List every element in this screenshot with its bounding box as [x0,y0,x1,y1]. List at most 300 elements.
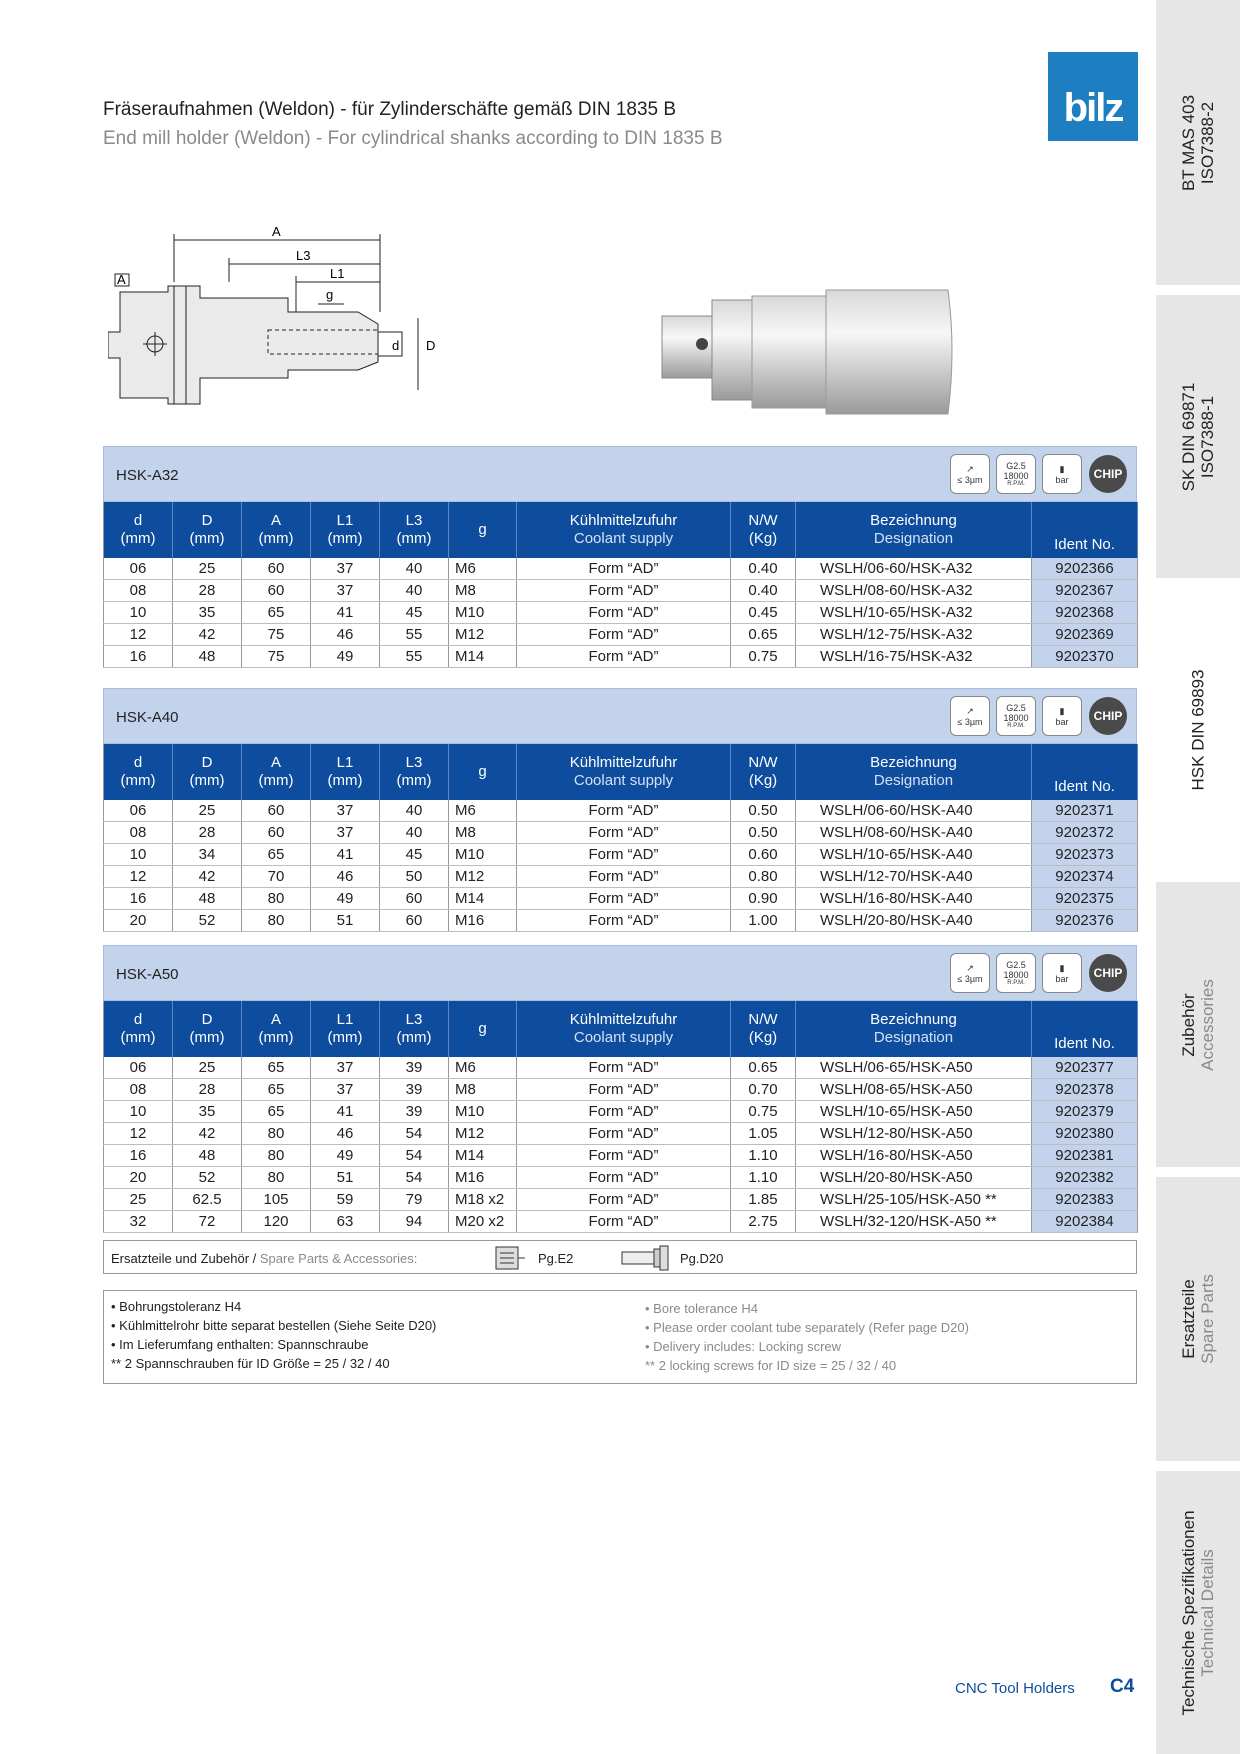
cell-coolant: Form “AD” [517,602,731,624]
col-d: d (mm) [104,502,173,558]
cell-D: 42 [173,624,242,646]
tab-label: SK DIN 69871 [1179,382,1198,491]
table-row [104,1057,1138,1079]
cell-coolant: Form “AD” [517,800,731,822]
col-D: D (mm) [173,502,242,558]
cell-d: 16 [104,646,173,668]
cell-weight: 0.45 [731,602,796,624]
tab-label: Zubehör [1179,992,1198,1057]
cell-D: 72 [173,1211,242,1233]
dim-L3: L3 [296,248,311,263]
cell-A: 75 [242,624,311,646]
table-row [104,1211,1138,1233]
cell-weight: 0.90 [731,888,796,910]
coolant-pressure-icon: ▮ bar [1042,696,1082,736]
cell-d: 16 [104,888,173,910]
cell-ident: 9202373 [1032,844,1138,866]
tab-sublabel: ISO7388-1 [1198,395,1217,478]
cell-d: 06 [104,1057,173,1079]
cell-L3: 39 [380,1057,449,1079]
cell-A: 60 [242,822,311,844]
sidebar-tab-technical[interactable] [1156,1471,1240,1754]
cell-weight: 0.80 [731,866,796,888]
cell-D: 42 [173,866,242,888]
cell-D: 52 [173,1167,242,1189]
cell-ident: 9202368 [1032,602,1138,624]
spare-label-de: Ersatzteile und Zubehör / [111,1251,260,1266]
cell-A: 80 [242,1145,311,1167]
notes-german [111,1297,436,1373]
cell-designation: WSLH/10-65/HSK-A32 [796,602,1032,624]
dim-d: d [392,338,400,353]
cell-designation: WSLH/06-60/HSK-A40 [796,800,1032,822]
col-D: D (mm) [173,744,242,800]
col-coolant: Kühlmittelzufuhr Coolant supply [517,1001,731,1057]
cell-designation: WSLH/16-75/HSK-A32 [796,646,1032,668]
cell-coolant: Form “AD” [517,1211,731,1233]
cell-weight: 1.05 [731,1123,796,1145]
cell-g: M8 [449,580,517,602]
tab-sublabel: Accessories [1198,978,1217,1071]
table-row [104,1167,1138,1189]
tab-label: HSK DIN 69893 [1188,669,1208,791]
cell-A: 80 [242,888,311,910]
table-row [104,1189,1138,1211]
product-table [103,744,1138,932]
cell-A: 65 [242,1101,311,1123]
sidebar-tab-sk-din[interactable] [1156,295,1240,578]
cell-D: 25 [173,1057,242,1079]
cell-designation: WSLH/16-80/HSK-A40 [796,888,1032,910]
cell-g: M16 [449,910,517,932]
cell-ident: 9202377 [1032,1057,1138,1079]
cell-L1: 37 [311,800,380,822]
feature-icons [950,696,1128,736]
table-row [104,1123,1138,1145]
table-row [104,822,1138,844]
cell-g: M12 [449,866,517,888]
cell-coolant: Form “AD” [517,1167,731,1189]
cell-L3: 40 [380,800,449,822]
cell-designation: WSLH/12-70/HSK-A40 [796,866,1032,888]
cell-A: 80 [242,910,311,932]
table-row [104,646,1138,668]
cell-designation: WSLH/20-80/HSK-A40 [796,910,1032,932]
table-block-hsk-a50 [103,945,1137,1233]
cell-coolant: Form “AD” [517,1145,731,1167]
col-L3: L3 (mm) [380,502,449,558]
cell-g: M10 [449,844,517,866]
page-number: C4 [1110,1676,1135,1697]
cell-L1: 59 [311,1189,380,1211]
table-row [104,910,1138,932]
datum-A: A [117,272,126,287]
cell-g: M18 x2 [449,1189,517,1211]
cell-L3: 55 [380,624,449,646]
spare-ref-tube[interactable]: Pg.D20 [680,1251,724,1266]
table-row [104,866,1138,888]
col-ident: Ident No. [1032,744,1138,800]
cell-weight: 0.65 [731,624,796,646]
cell-coolant: Form “AD” [517,558,731,580]
cell-A: 65 [242,1079,311,1101]
technical-drawing [108,222,448,422]
table-row [104,1101,1138,1123]
note-line: • Delivery includes: Locking screw [645,1339,842,1354]
cell-coolant: Form “AD” [517,624,731,646]
cell-D: 28 [173,1079,242,1101]
cell-D: 48 [173,646,242,668]
cell-weight: 0.75 [731,1101,796,1123]
col-designation: Bezeichnung Designation [796,502,1032,558]
col-L3: L3 (mm) [380,1001,449,1057]
cell-coolant: Form “AD” [517,1079,731,1101]
cell-weight: 0.75 [731,646,796,668]
sidebar-tab-accessories[interactable] [1156,882,1240,1167]
table-row [104,888,1138,910]
cell-g: M14 [449,1145,517,1167]
cell-D: 48 [173,1145,242,1167]
cell-d: 08 [104,1079,173,1101]
cell-D: 25 [173,800,242,822]
cell-d: 10 [104,602,173,624]
cell-L1: 46 [311,624,380,646]
cell-L3: 54 [380,1123,449,1145]
cell-weight: 1.10 [731,1145,796,1167]
tab-sublabel: ISO7388-2 [1198,101,1217,184]
cell-d: 25 [104,1189,173,1211]
cell-L1: 37 [311,580,380,602]
cell-coolant: Form “AD” [517,1189,731,1211]
chip-icon: CHIP [1088,454,1128,494]
cell-coolant: Form “AD” [517,866,731,888]
cell-ident: 9202383 [1032,1189,1138,1211]
col-ident: Ident No. [1032,1001,1138,1057]
cell-g: M14 [449,646,517,668]
cell-d: 12 [104,1123,173,1145]
cell-weight: 0.50 [731,800,796,822]
cell-d: 20 [104,1167,173,1189]
cell-designation: WSLH/08-65/HSK-A50 [796,1079,1032,1101]
cell-weight: 1.85 [731,1189,796,1211]
page-subtitle: End mill holder (Weldon) - For cylindrical shanks according to DIN 1835 B [103,128,723,149]
cell-A: 80 [242,1167,311,1189]
cell-ident: 9202371 [1032,800,1138,822]
cell-L1: 49 [311,646,380,668]
cell-designation: WSLH/06-60/HSK-A32 [796,558,1032,580]
col-weight: N/W (Kg) [731,744,796,800]
cell-L1: 49 [311,1145,380,1167]
cell-ident: 9202370 [1032,646,1138,668]
cell-ident: 9202378 [1032,1079,1138,1101]
cell-ident: 9202382 [1032,1167,1138,1189]
col-d: d (mm) [104,744,173,800]
cell-L3: 39 [380,1101,449,1123]
cell-weight: 1.10 [731,1167,796,1189]
cell-A: 70 [242,866,311,888]
cell-L1: 46 [311,866,380,888]
cell-L1: 41 [311,1101,380,1123]
tab-sublabel: Spare Parts [1198,1274,1217,1364]
table-header-bar [103,688,1137,744]
col-D: D (mm) [173,1001,242,1057]
table-title: HSK-A32 [116,467,179,484]
cell-g: M8 [449,1079,517,1101]
table-row [104,800,1138,822]
cell-g: M20 x2 [449,1211,517,1233]
cell-L1: 37 [311,558,380,580]
cell-L1: 51 [311,910,380,932]
cell-L3: 54 [380,1145,449,1167]
cell-g: M12 [449,1123,517,1145]
table-row [104,624,1138,646]
cell-L3: 55 [380,646,449,668]
note-line: • Bohrungstoleranz H4 [111,1299,242,1314]
cell-designation: WSLH/12-75/HSK-A32 [796,624,1032,646]
cell-coolant: Form “AD” [517,888,731,910]
note-line: • Im Lieferumfang enthalten: Spannschraube [111,1337,369,1352]
cell-g: M6 [449,800,517,822]
cell-weight: 0.40 [731,580,796,602]
cell-L1: 49 [311,888,380,910]
cell-d: 12 [104,866,173,888]
note-line: • Please order coolant tube separately (Refer page D20) [645,1320,969,1335]
table-row [104,844,1138,866]
cell-A: 60 [242,800,311,822]
col-g: g [449,502,517,558]
cell-coolant: Form “AD” [517,844,731,866]
note-line: • Bore tolerance H4 [645,1301,758,1316]
cell-D: 28 [173,580,242,602]
balance-icon: G2.5 18000 R.P.M. [996,696,1036,736]
cell-g: M8 [449,822,517,844]
cell-coolant: Form “AD” [517,910,731,932]
cell-d: 08 [104,822,173,844]
cell-ident: 9202376 [1032,910,1138,932]
cell-coolant: Form “AD” [517,1123,731,1145]
cell-L1: 37 [311,822,380,844]
cell-d: 12 [104,624,173,646]
notes-english [645,1299,969,1375]
cell-L3: 45 [380,844,449,866]
spare-ref-screw[interactable]: Pg.E2 [538,1251,574,1266]
note-line: ** 2 locking screws for ID size = 25 / 32 / 40 [645,1358,897,1373]
cell-A: 60 [242,558,311,580]
cell-D: 25 [173,558,242,580]
col-L1: L1 (mm) [311,744,380,800]
cell-weight: 0.60 [731,844,796,866]
col-designation: Bezeichnung Designation [796,1001,1032,1057]
spare-label-en: Spare Parts & Accessories: [259,1251,418,1266]
col-L1: L1 (mm) [311,1001,380,1057]
cell-D: 28 [173,822,242,844]
cell-A: 120 [242,1211,311,1233]
cell-ident: 9202375 [1032,888,1138,910]
col-ident: Ident No. [1032,502,1138,558]
cell-ident: 9202374 [1032,866,1138,888]
table-row [104,1079,1138,1101]
col-designation: Bezeichnung Designation [796,744,1032,800]
col-A: A (mm) [242,744,311,800]
col-weight: N/W (Kg) [731,1001,796,1057]
cell-g: M10 [449,1101,517,1123]
cell-ident: 9202369 [1032,624,1138,646]
cell-d: 10 [104,844,173,866]
cell-D: 48 [173,888,242,910]
coolant-pressure-icon: ▮ bar [1042,454,1082,494]
cell-designation: WSLH/10-65/HSK-A40 [796,844,1032,866]
cell-D: 34 [173,844,242,866]
product-table [103,1001,1138,1233]
table-title: HSK-A50 [116,966,179,983]
cell-ident: 9202380 [1032,1123,1138,1145]
cell-L3: 40 [380,822,449,844]
cell-coolant: Form “AD” [517,646,731,668]
cell-L3: 40 [380,558,449,580]
page-title: Fräseraufnahmen (Weldon) - für Zylinderschäfte gemäß DIN 1835 B [103,99,677,120]
cell-L1: 41 [311,844,380,866]
cell-L1: 51 [311,1167,380,1189]
cell-designation: WSLH/12-80/HSK-A50 [796,1123,1032,1145]
coolant-pressure-icon: ▮ bar [1042,953,1082,993]
cell-designation: WSLH/16-80/HSK-A50 [796,1145,1032,1167]
table-row [104,1145,1138,1167]
note-line: ** 2 Spannschrauben für ID Größe = 25 / 32 / 40 [111,1356,390,1371]
cell-designation: WSLH/08-60/HSK-A32 [796,580,1032,602]
cell-L3: 39 [380,1079,449,1101]
cell-L3: 45 [380,602,449,624]
product-table [103,502,1138,668]
col-L1: L1 (mm) [311,502,380,558]
feature-icons [950,454,1128,494]
table-block-hsk-a40 [103,688,1137,932]
cell-designation: WSLH/25-105/HSK-A50 ** [796,1189,1032,1211]
cell-d: 08 [104,580,173,602]
cell-A: 65 [242,1057,311,1079]
product-photo [660,280,956,424]
cell-A: 65 [242,844,311,866]
table-row [104,558,1138,580]
tab-label: BT MAS 403 [1179,94,1198,191]
cell-L1: 41 [311,602,380,624]
cell-L3: 60 [380,888,449,910]
dim-D: D [426,338,436,353]
cell-L3: 60 [380,910,449,932]
table-row [104,580,1138,602]
cell-A: 80 [242,1123,311,1145]
cell-ident: 9202367 [1032,580,1138,602]
cell-d: 32 [104,1211,173,1233]
cell-d: 10 [104,1101,173,1123]
table-row [104,602,1138,624]
cell-g: M10 [449,602,517,624]
feature-icons [950,953,1128,993]
col-g: g [449,1001,517,1057]
cell-ident: 9202366 [1032,558,1138,580]
cell-ident: 9202381 [1032,1145,1138,1167]
col-coolant: Kühlmittelzufuhr Coolant supply [517,502,731,558]
notes-box [103,1290,1137,1384]
chip-icon: CHIP [1088,696,1128,736]
coolant-tube-icon [620,1245,672,1271]
cell-weight: 0.70 [731,1079,796,1101]
cell-designation: WSLH/10-65/HSK-A50 [796,1101,1032,1123]
balance-icon: G2.5 18000 R.P.M. [996,953,1036,993]
cell-L3: 40 [380,580,449,602]
sidebar-tab-hsk-din[interactable] [1156,588,1240,872]
cell-L1: 63 [311,1211,380,1233]
dim-L1: L1 [330,266,345,281]
cell-g: M6 [449,558,517,580]
cell-D: 35 [173,602,242,624]
table-block-hsk-a32 [103,446,1137,668]
col-A: A (mm) [242,502,311,558]
cell-D: 52 [173,910,242,932]
cell-weight: 2.75 [731,1211,796,1233]
sidebar-tab-bt-mas[interactable] [1156,0,1240,285]
tab-sublabel: Technical Details [1198,1548,1217,1677]
cell-g: M6 [449,1057,517,1079]
cell-coolant: Form “AD” [517,1101,731,1123]
cell-designation: WSLH/32-120/HSK-A50 ** [796,1211,1032,1233]
runout-icon: ↗ ≤ 3µm [950,454,990,494]
cell-coolant: Form “AD” [517,822,731,844]
cell-d: 06 [104,800,173,822]
cell-L3: 54 [380,1167,449,1189]
dim-g: g [326,287,334,302]
cell-D: 35 [173,1101,242,1123]
cell-d: 20 [104,910,173,932]
cell-designation: WSLH/06-65/HSK-A50 [796,1057,1032,1079]
tab-label: Ersatzteile [1179,1279,1198,1359]
col-g: g [449,744,517,800]
balance-icon: G2.5 18000 R.P.M. [996,454,1036,494]
cell-L3: 94 [380,1211,449,1233]
cell-L3: 50 [380,866,449,888]
cell-L3: 79 [380,1189,449,1211]
cell-A: 65 [242,602,311,624]
cell-L1: 46 [311,1123,380,1145]
bilz-logo: bilz [1048,52,1138,141]
chip-icon: CHIP [1088,953,1128,993]
col-weight: N/W (Kg) [731,502,796,558]
cell-designation: WSLH/20-80/HSK-A50 [796,1167,1032,1189]
table-title: HSK-A40 [116,709,179,726]
cell-g: M16 [449,1167,517,1189]
cell-g: M12 [449,624,517,646]
sidebar-tab-spare-parts[interactable] [1156,1177,1240,1461]
cell-L1: 37 [311,1057,380,1079]
cell-coolant: Form “AD” [517,580,731,602]
cell-designation: WSLH/08-60/HSK-A40 [796,822,1032,844]
spare-parts-bar [103,1240,1137,1274]
note-line: • Kühlmittelrohr bitte separat bestellen (Siehe Seite D20) [111,1318,437,1333]
col-L3: L3 (mm) [380,744,449,800]
runout-icon: ↗ ≤ 3µm [950,696,990,736]
cell-g: M14 [449,888,517,910]
cell-D: 42 [173,1123,242,1145]
cell-weight: 0.50 [731,822,796,844]
cell-A: 75 [242,646,311,668]
cell-L1: 37 [311,1079,380,1101]
cell-ident: 9202379 [1032,1101,1138,1123]
cell-A: 60 [242,580,311,602]
table-header-bar [103,945,1137,1001]
cell-D: 62.5 [173,1189,242,1211]
cell-weight: 0.40 [731,558,796,580]
col-coolant: Kühlmittelzufuhr Coolant supply [517,744,731,800]
dim-A: A [272,224,281,239]
